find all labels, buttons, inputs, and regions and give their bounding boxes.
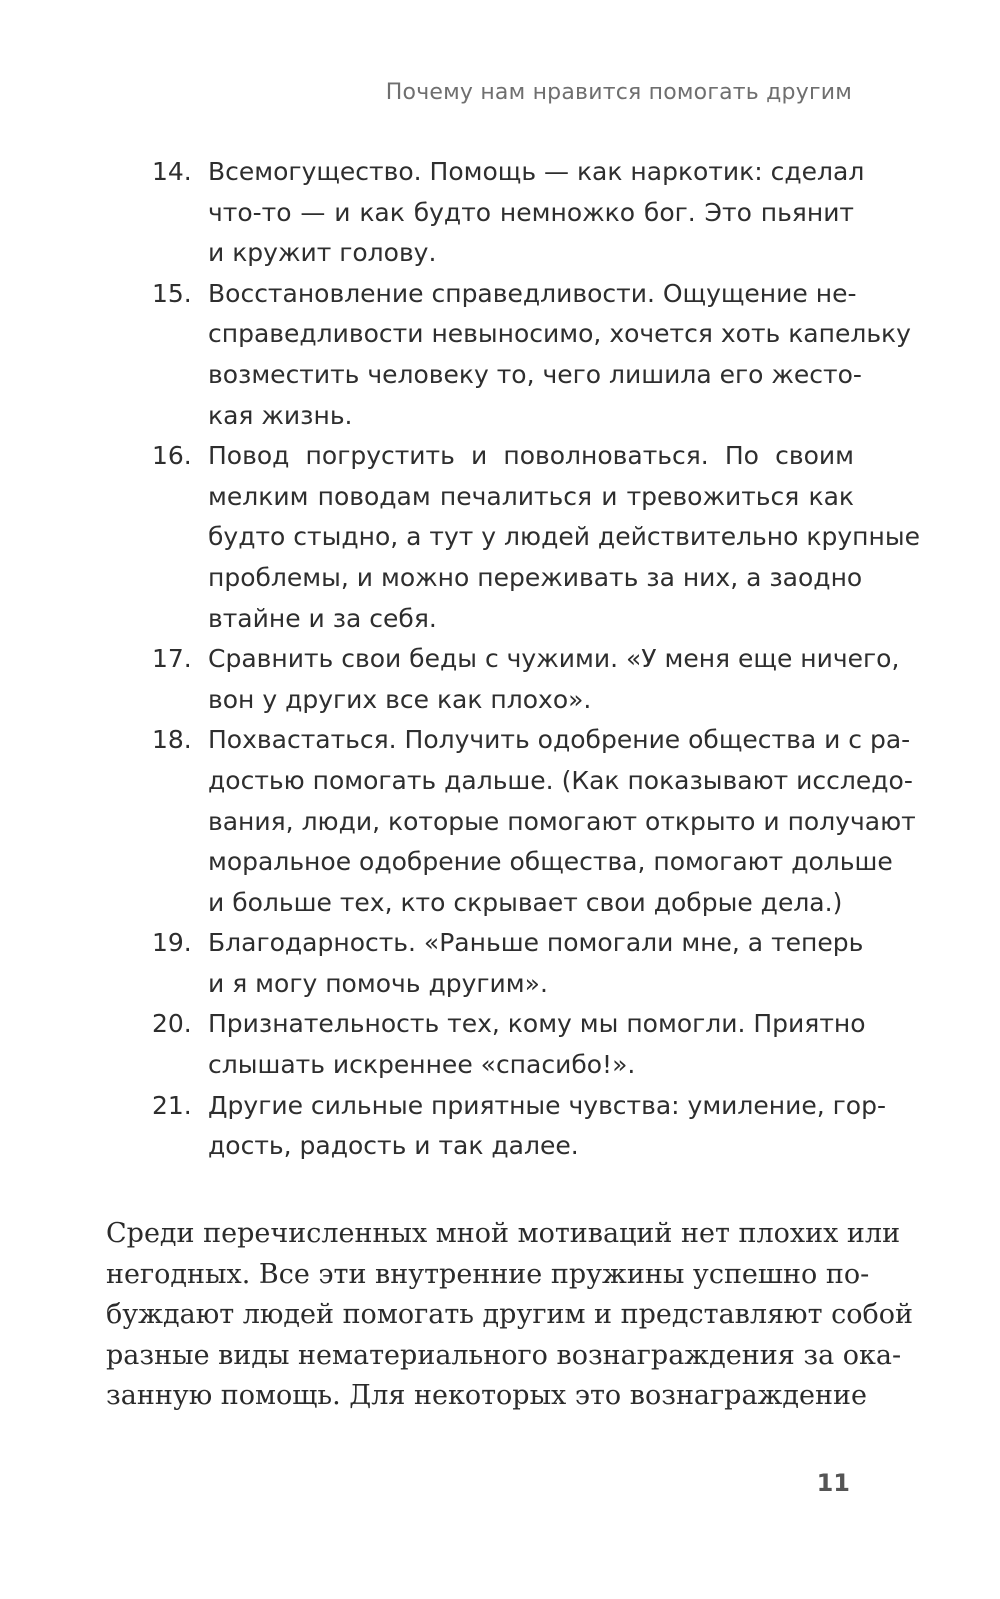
- list-item-line: и кружит голову.: [208, 238, 437, 268]
- list-item-line: мелким поводам печалиться и тревожиться как: [208, 481, 854, 511]
- list-item-number: 16.: [152, 441, 192, 471]
- list-item: [0, 274, 1000, 436]
- list-item-line: Восстановление справедливости. Ощущение не-: [208, 278, 857, 308]
- list-item: [0, 436, 1000, 639]
- list-item-number: 18.: [152, 725, 192, 755]
- list-item-line: моральное одобрение общества, помогают дольше: [208, 847, 893, 877]
- list-item-line: вания, люди, которые помогают открыто и получают: [208, 806, 916, 836]
- page-number: 11: [816, 1469, 850, 1497]
- list-item: [0, 720, 1000, 923]
- list-item: [0, 152, 1000, 274]
- list-item-line: Благодарность. «Раньше помогали мне, а теперь: [208, 928, 864, 958]
- list-item-line: достью помогать дальше. (Как показывают исследо-: [208, 765, 913, 795]
- list-item-line: проблемы, и можно переживать за них, а заодно: [208, 562, 863, 592]
- list-item-number: 14.: [152, 157, 192, 186]
- list-item: [0, 1004, 1000, 1085]
- list-item-number: 20.: [152, 1009, 192, 1039]
- list-item-line: и больше тех, кто скрывает свои добрые дела.): [208, 887, 843, 917]
- list-item-line: возместить человеку то, чего лишила его жесто-: [208, 359, 862, 389]
- list-item-line: Сравнить свои беды с чужими. «У меня еще ничего,: [208, 644, 900, 674]
- list-item: [0, 923, 1000, 1004]
- body-line: буждают людей помогать другим и представляют собой: [106, 1299, 913, 1330]
- list-item-number: 19.: [152, 928, 192, 958]
- list-item-line: Похвастаться. Получить одобрение общества и с ра-: [208, 725, 911, 755]
- body-line: негодных. Все эти внутренние пружины успешно по-: [106, 1258, 870, 1290]
- list-item-number: 15.: [152, 278, 192, 308]
- list-item-line: дость, радость и так далее.: [208, 1131, 579, 1161]
- list-item-line: справедливости невыносимо, хочется хоть капельку: [208, 319, 911, 349]
- list-item-line: Всемогущество. Помощь — как наркотик: сделал: [208, 157, 865, 186]
- list-item-line: Повод погрустить и поволноваться. По своим: [208, 441, 854, 471]
- list-item-number: 21.: [152, 1090, 192, 1120]
- list-item-line: слышать искреннее «спасибо!».: [208, 1050, 636, 1080]
- list-item-line: и я могу помочь другим».: [208, 968, 548, 998]
- list-item-line: Признательность тех, кому мы помогли. Приятно: [208, 1009, 866, 1039]
- numbered-list: [0, 152, 1000, 1167]
- list-item-line: втайне и за себя.: [208, 603, 437, 633]
- body-line: Среди перечисленных мной мотиваций нет плохих или: [106, 1218, 901, 1249]
- list-item-line: кая жизнь.: [208, 400, 353, 430]
- body-line: занную помощь. Для некоторых это вознаграждение: [106, 1380, 867, 1411]
- list-item-line: Другие сильные приятные чувства: умиление, гор-: [208, 1090, 886, 1120]
- list-item-line: будто стыдно, а тут у людей действительно крупные: [208, 522, 920, 552]
- body-paragraph: [106, 1214, 913, 1417]
- list-item: [0, 639, 1000, 720]
- list-item-line: вон у других все как плохо».: [208, 684, 592, 714]
- list-item-line: что-то — и как будто немножко бог. Это пьянит: [208, 197, 854, 227]
- list-item-number: 17.: [152, 644, 192, 674]
- body-line: разные виды нематериального вознаграждения за ока-: [106, 1339, 902, 1371]
- list-item: [0, 1086, 1000, 1167]
- running-head: Почему нам нравится помогать другим: [385, 80, 852, 105]
